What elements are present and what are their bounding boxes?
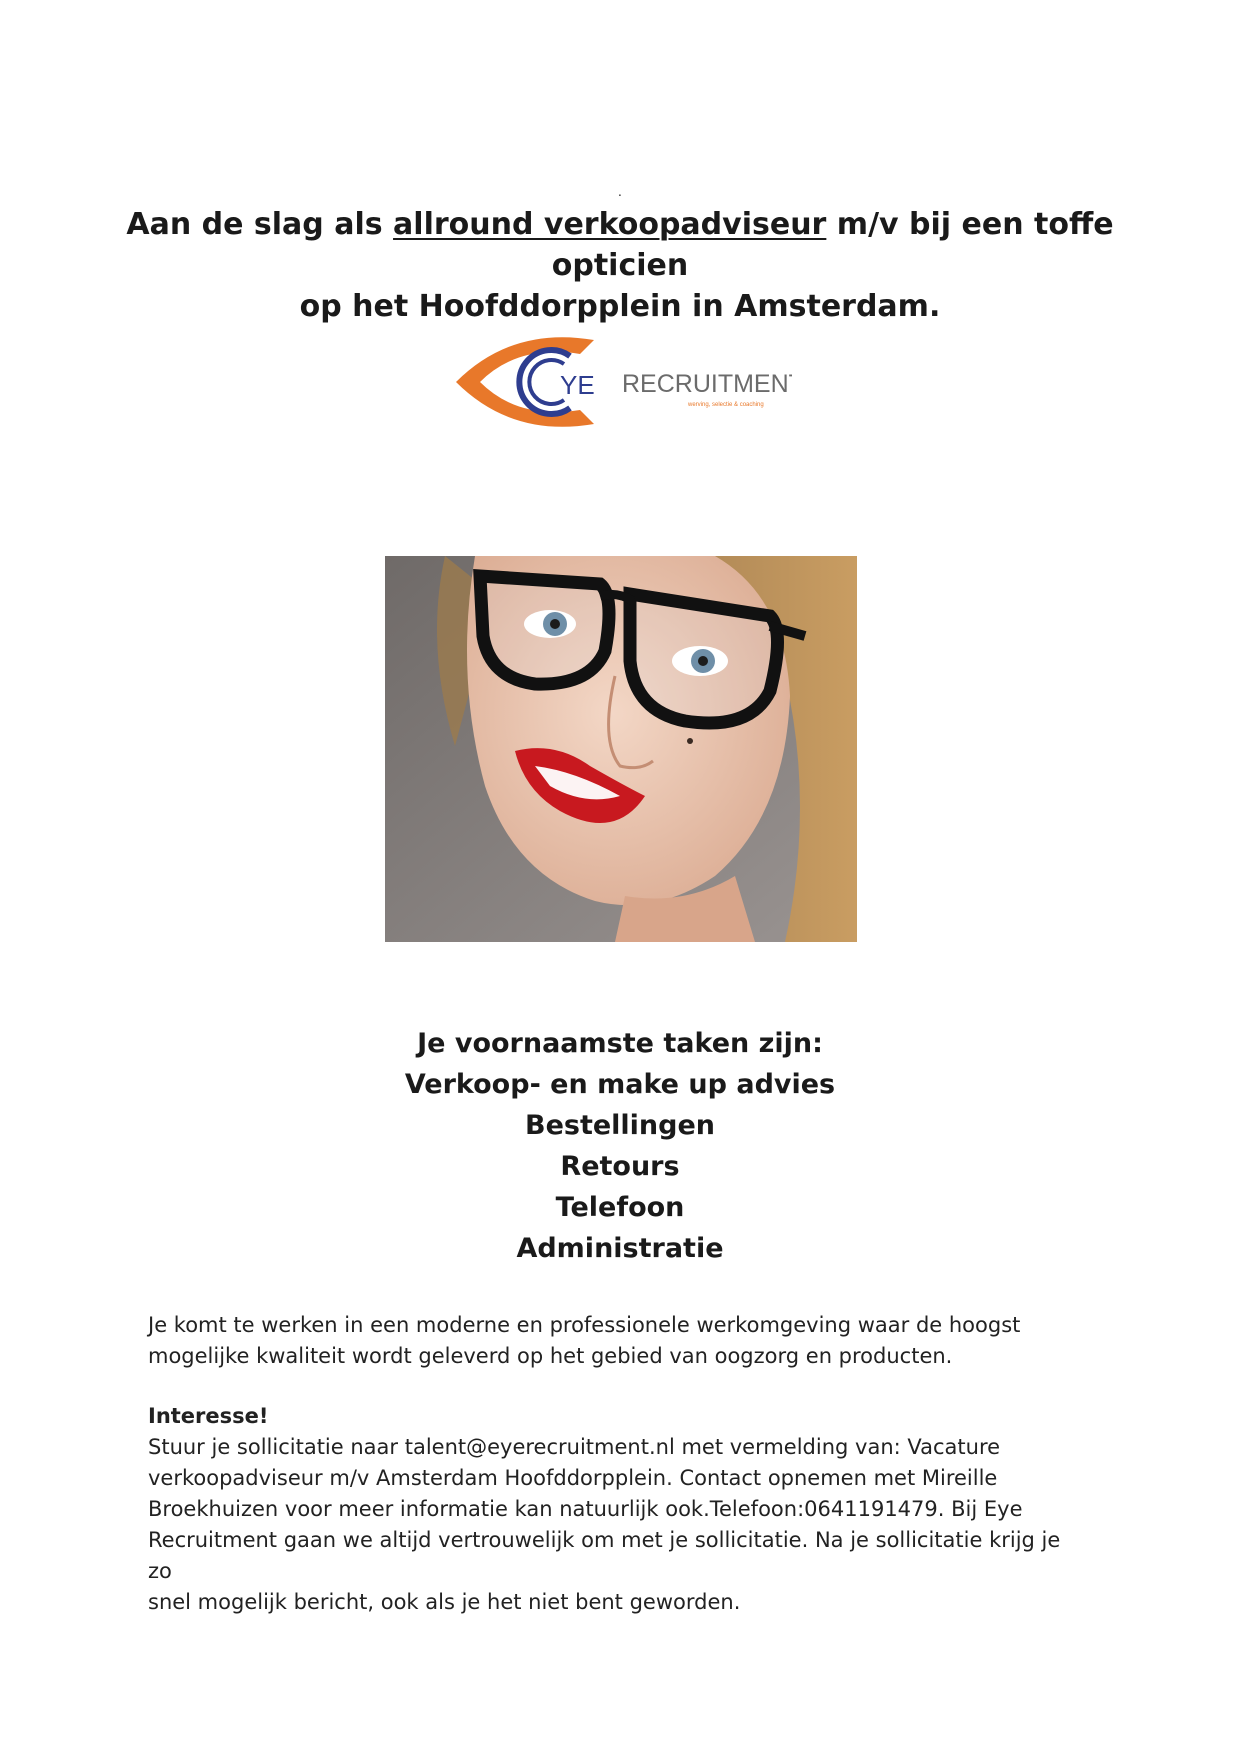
intro-line: Je komt te werken in een moderne en professionele werkomgeving waar de hoogst <box>148 1313 1021 1337</box>
task-item: Telefoon <box>555 1192 685 1223</box>
logo-graphic <box>452 326 792 436</box>
task-item: Bestellingen <box>524 1110 716 1141</box>
contact-line: verkoopadviseur m/v Amsterdam Hoofddorpplein. Contact opnemen met Mireille <box>148 1466 998 1490</box>
stray-dot: . <box>618 185 622 199</box>
contact-heading: Interesse! <box>148 1404 269 1428</box>
logo-letters: YE <box>560 370 595 400</box>
task-item: Retours <box>560 1151 680 1182</box>
task-item: Verkoop- en make up advies <box>404 1069 836 1100</box>
logo-tagline: werving, selectie & coaching <box>688 402 764 408</box>
portrait-photo <box>385 556 857 942</box>
title-line-1 <box>110 204 1130 286</box>
contact-line: Stuur je sollicitatie naar talent@eyerecruitment.nl met vermelding van: Vacature <box>148 1435 1001 1459</box>
contact-line: Recruitment gaan we altijd vertrouwelijk om met je sollicitatie. Na je sollicitatie krijg je zo <box>148 1528 1061 1583</box>
contact-line: snel mogelijk bericht, ook als je het niet bent geworden. <box>148 1590 741 1614</box>
logo-word: RECRUITMENT <box>622 370 792 398</box>
task-item: Administratie <box>516 1233 724 1264</box>
eye-recruitment-logo <box>452 326 792 436</box>
title-text-end: m/v bij een toffe opticien <box>551 207 1114 283</box>
portrait-illustration <box>385 556 857 942</box>
logo-ring-inner <box>529 360 564 404</box>
intro-line: mogelijke kwaliteit wordt geleverd op het gebied van oogzorg en producten. <box>148 1344 953 1368</box>
page-title <box>110 204 1130 327</box>
contact-line: Broekhuizen voor meer informatie kan natuurlijk ook.Telefoon:0641191479. Bij Eye <box>148 1497 1023 1521</box>
task-list <box>200 1023 1040 1269</box>
task-heading: Je voornaamste taken zijn: <box>417 1028 823 1059</box>
title-text-start: Aan de slag als <box>126 207 394 242</box>
title-underlined-role: allround verkoopadviseur <box>393 207 827 242</box>
intro-paragraph <box>148 1310 1078 1372</box>
contact-paragraph <box>148 1401 1078 1618</box>
title-line-2: op het Hoofddorpplein in Amsterdam. <box>299 289 941 324</box>
